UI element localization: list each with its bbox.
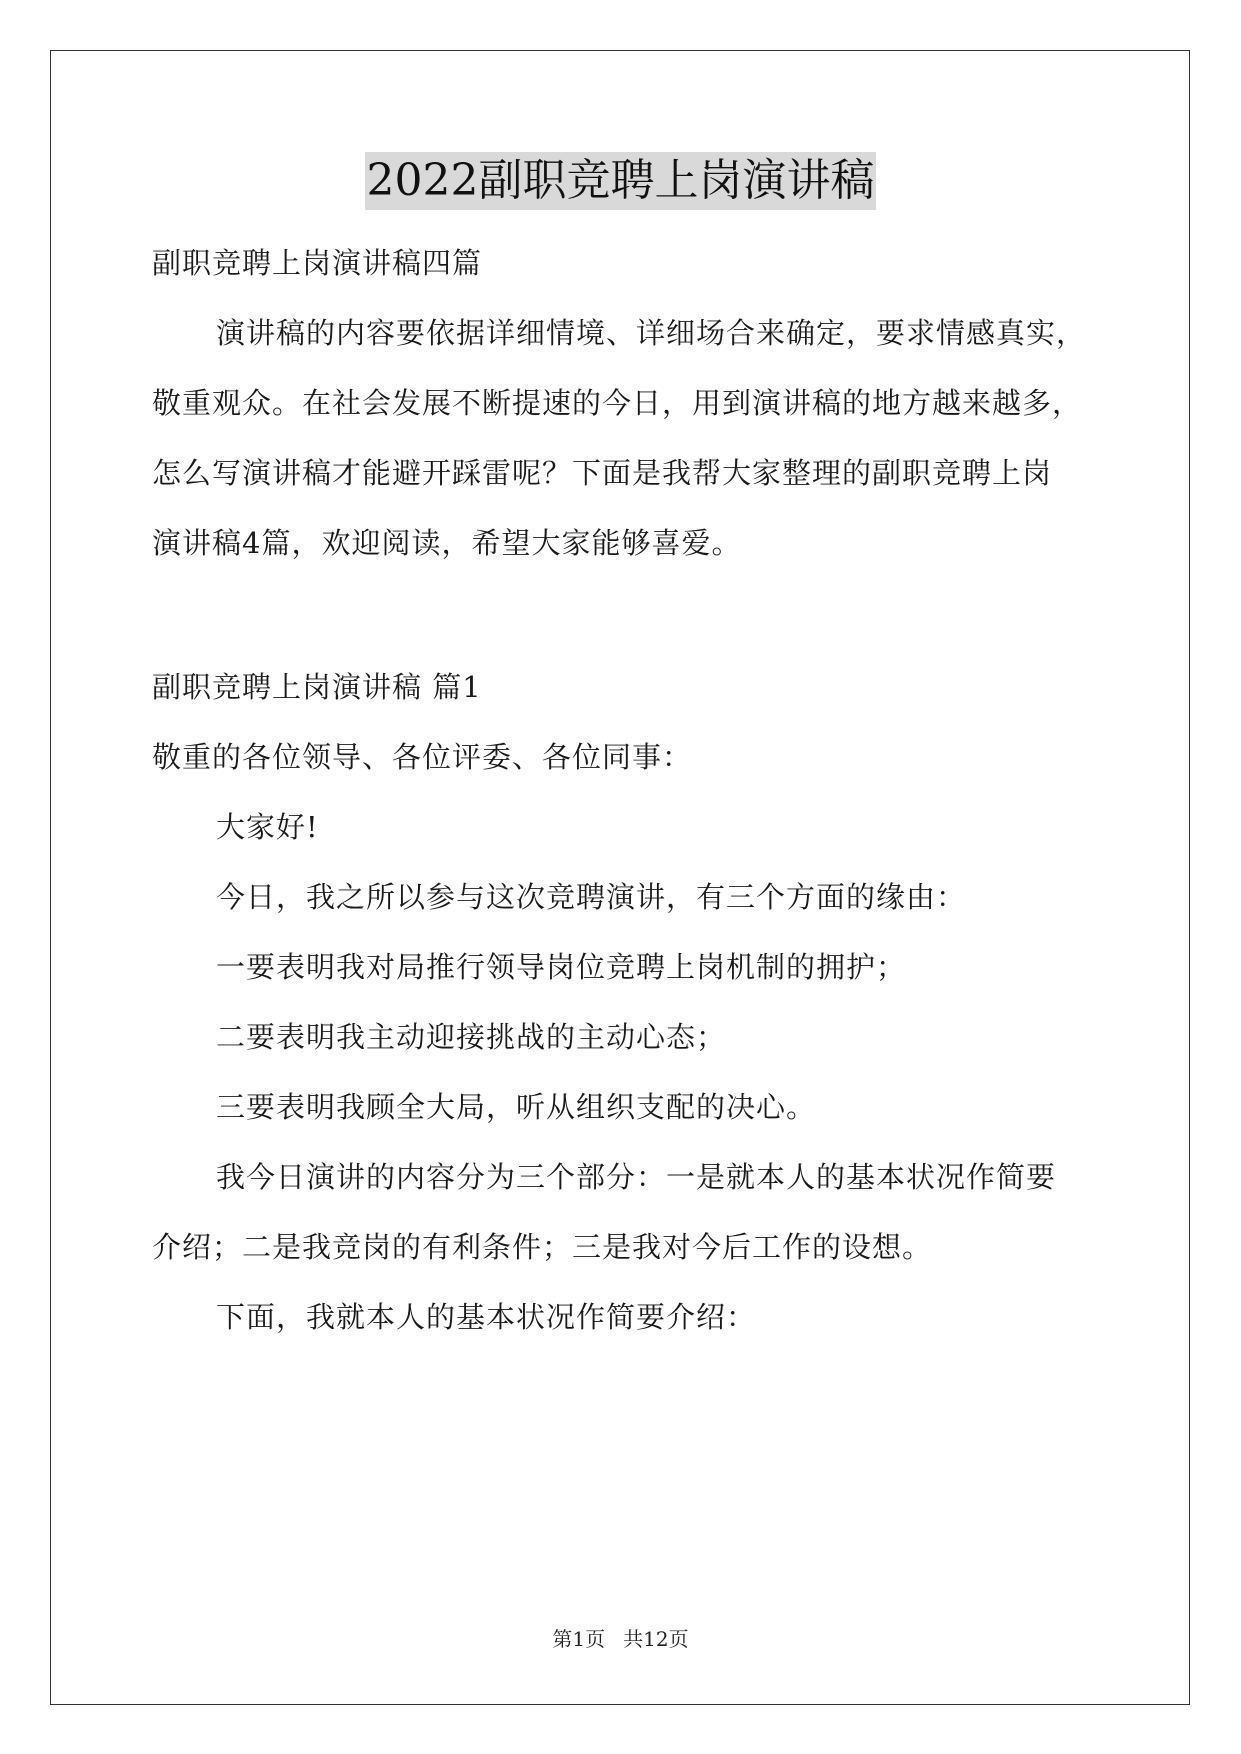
page-footer	[0, 1626, 1241, 1652]
paragraph-line: 演讲稿4篇，欢迎阅读，希望大家能够喜爱。	[152, 526, 742, 560]
paragraph-line: 演讲稿的内容要依据详细情境、详细场合来确定，要求情感真实，	[216, 316, 1087, 350]
page-number-current: 第1页	[552, 1627, 606, 1651]
title-container	[0, 152, 1241, 210]
paragraph-line: 一要表明我对局推行领导岗位竞聘上岗机制的拥护；	[216, 950, 907, 984]
paragraph-line: 下面，我就本人的基本状况作简要介绍：	[216, 1300, 757, 1334]
paragraph-line: 二要表明我主动迎接挑战的主动心态；	[216, 1020, 727, 1054]
paragraph-line: 三要表明我顾全大局，听从组织支配的决心。	[216, 1090, 817, 1124]
paragraph-line: 我今日演讲的内容分为三个部分：一是就本人的基本状况作简要	[216, 1160, 1057, 1194]
paragraph-line: 敬重观众。在社会发展不断提速的今日，用到演讲稿的地方越来越多，	[152, 386, 1083, 420]
page-number-total: 共12页	[623, 1627, 689, 1651]
subtitle-line: 副职竞聘上岗演讲稿四篇	[152, 246, 483, 280]
paragraph-line: 介绍；二是我竞岗的有利条件；三是我对今后工作的设想。	[152, 1230, 933, 1264]
paragraph-line: 大家好!	[216, 810, 319, 844]
paragraph-line: 怎么写演讲稿才能避开踩雷呢？下面是我帮大家整理的副职竞聘上岗	[152, 456, 1053, 490]
section-heading: 副职竞聘上岗演讲稿 篇1	[152, 670, 482, 704]
document-title: 2022副职竞聘上岗演讲稿	[365, 152, 877, 210]
salutation-line: 敬重的各位领导、各位评委、各位同事：	[152, 740, 693, 774]
paragraph-line: 今日，我之所以参与这次竞聘演讲，有三个方面的缘由：	[216, 880, 967, 914]
